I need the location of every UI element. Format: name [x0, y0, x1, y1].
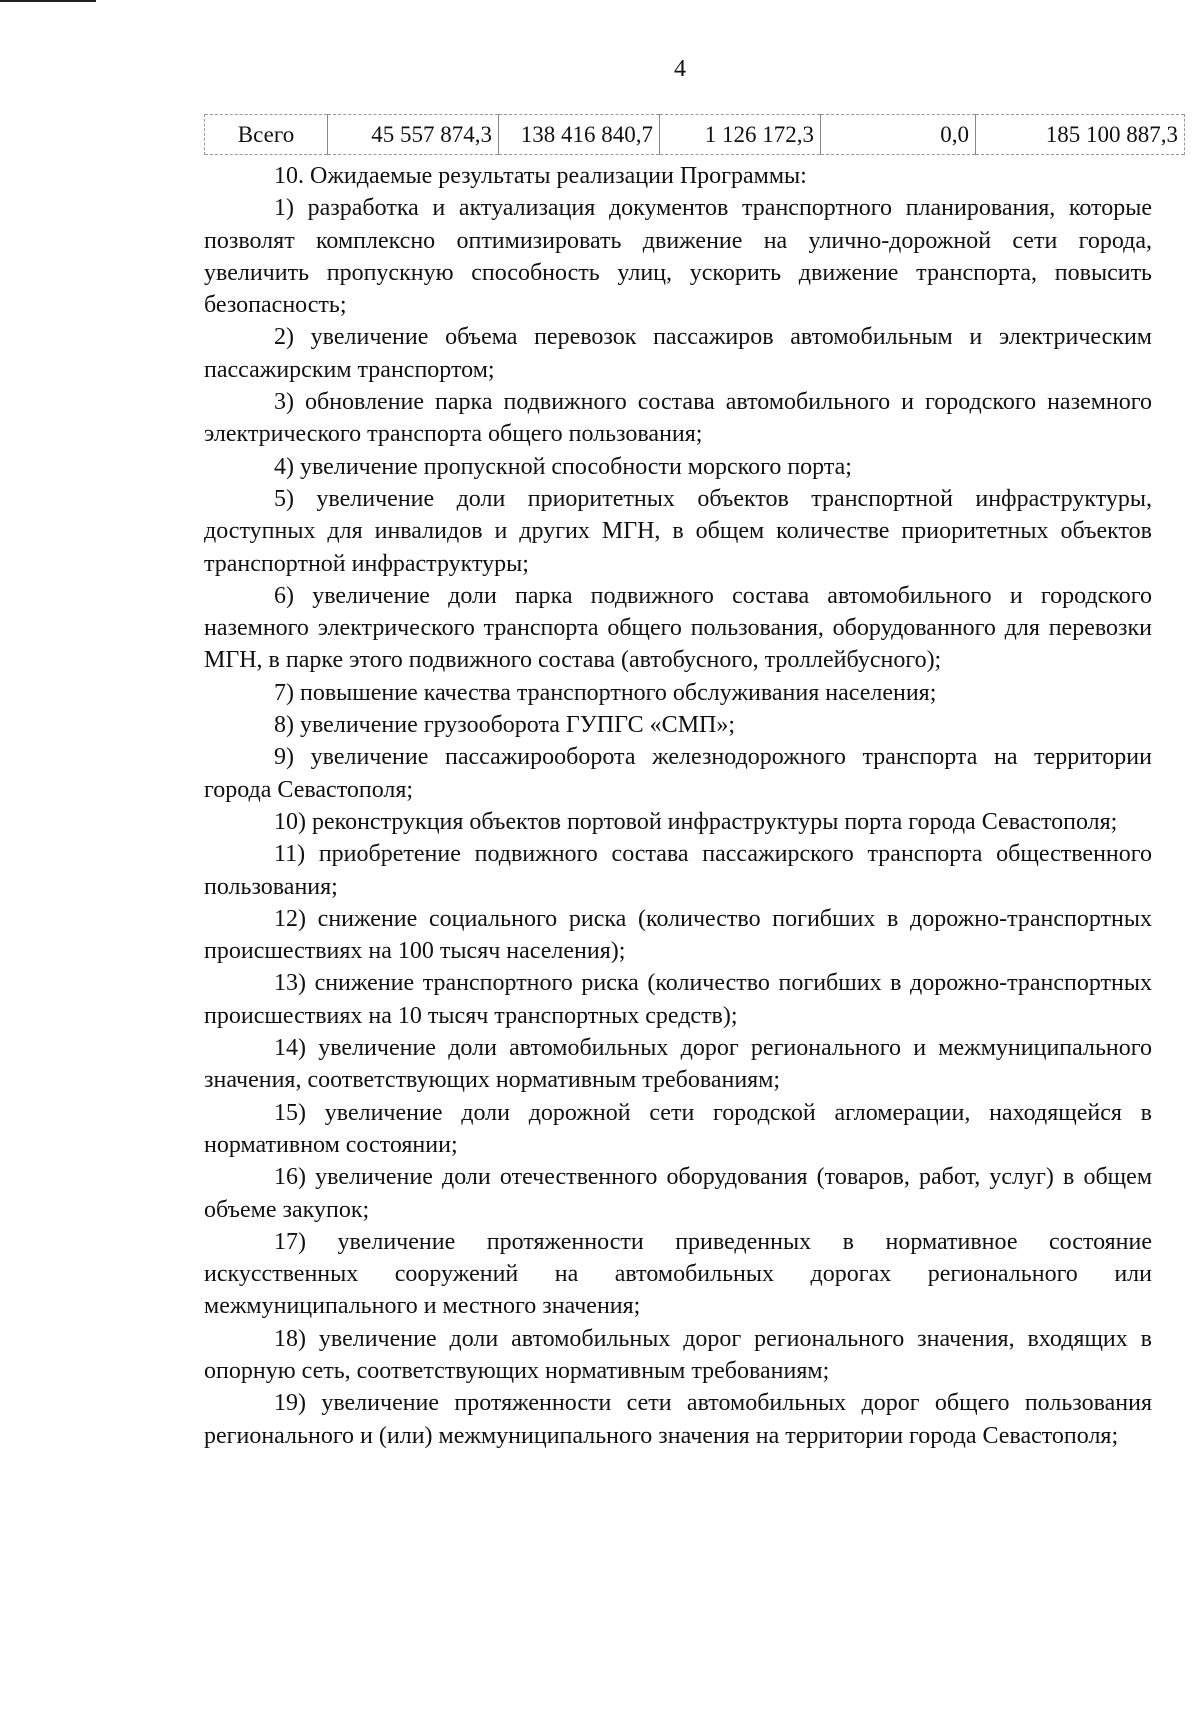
result-item: 3) обновление парка подвижного состава автомобильного и городского наземного электрического транспорта общего пользования; — [204, 389, 1152, 448]
totals-value: 45 557 874,3 — [328, 115, 499, 155]
result-item: 2) увеличение объема перевозок пассажиров автомобильным и электрическим пассажирским транспортом; — [204, 324, 1152, 383]
result-item: 5) увеличение доли приоритетных объектов транспортной инфраструктуры, доступных для инвалидов и других МГН, в общем количестве приоритетных объектов транспортной инфраструктуры; — [204, 485, 1152, 577]
result-item: 16) увеличение доли отечественного оборудования (товаров, работ, услуг) в общем объеме закупок; — [204, 1164, 1152, 1223]
page-number: 4 — [674, 56, 686, 82]
corner-mark — [0, 0, 96, 2]
result-item: 4) увеличение пропускной способности морского порта; — [274, 453, 852, 480]
result-item: 19) увеличение протяженности сети автомобильных дорог общего пользования регионального и (или) межмуниципального значения на территории города Севастополя; — [204, 1390, 1152, 1449]
totals-value: 138 416 840,7 — [499, 115, 660, 155]
totals-value: 0,0 — [821, 115, 976, 155]
totals-label: Всего — [205, 115, 328, 155]
totals-value: 1 126 172,3 — [660, 115, 821, 155]
result-item: 10) реконструкция объектов портовой инфраструктуры порта города Севастополя; — [274, 808, 1118, 835]
result-item: 11) приобретение подвижного состава пассажирского транспорта общественного пользования; — [204, 841, 1152, 900]
result-item: 14) увеличение доли автомобильных дорог регионального и межмуниципального значения, соответствующих нормативным требованиям; — [204, 1035, 1152, 1094]
result-item: 7) повышение качества транспортного обслуживания населения; — [274, 679, 937, 706]
result-item: 9) увеличение пассажирооборота железнодорожного транспорта на территории города Севастополя; — [204, 744, 1152, 803]
result-item: 13) снижение транспортного риска (количество погибших в дорожно-транспортных происшествиях на 10 тысяч транспортных средств); — [204, 970, 1152, 1029]
result-item: 17) увеличение протяженности приведенных в нормативное состояние искусственных сооружений на автомобильных дорогах регионального или межмуниципального и местного значения; — [204, 1228, 1152, 1320]
result-item: 6) увеличение доли парка подвижного состава автомобильного и городского наземного электрического транспорта общего пользования, оборудованного для перевозки МГН, в парке этого подвижного состава (автобусного, троллейбусного); — [204, 582, 1152, 674]
result-item: 15) увеличение доли дорожной сети городской агломерации, находящейся в нормативном состоянии; — [204, 1099, 1152, 1158]
document-body — [204, 160, 1152, 1452]
result-item: 1) разработка и актуализация документов транспортного планирования, которые позволят комплексно оптимизировать движение на улично-дорожной сети города, увеличить пропускную способность улиц, ускорить движение транспорта, повысить безопасность; — [204, 195, 1152, 319]
section-heading: 10. Ожидаемые результаты реализации Программы: — [274, 163, 807, 189]
result-item: 12) снижение социального риска (количество погибших в дорожно-транспортных происшествиях на 100 тысяч населения); — [204, 905, 1152, 965]
totals-value: 185 100 887,3 — [976, 115, 1185, 155]
result-item: 18) увеличение доли автомобильных дорог регионального значения, входящих в опорную сеть, соответствующих нормативным требованиям; — [204, 1325, 1152, 1384]
totals-row — [205, 115, 1185, 155]
totals-table — [204, 114, 1185, 155]
result-item: 8) увеличение грузооборота ГУПГС «СМП»; — [274, 712, 736, 739]
